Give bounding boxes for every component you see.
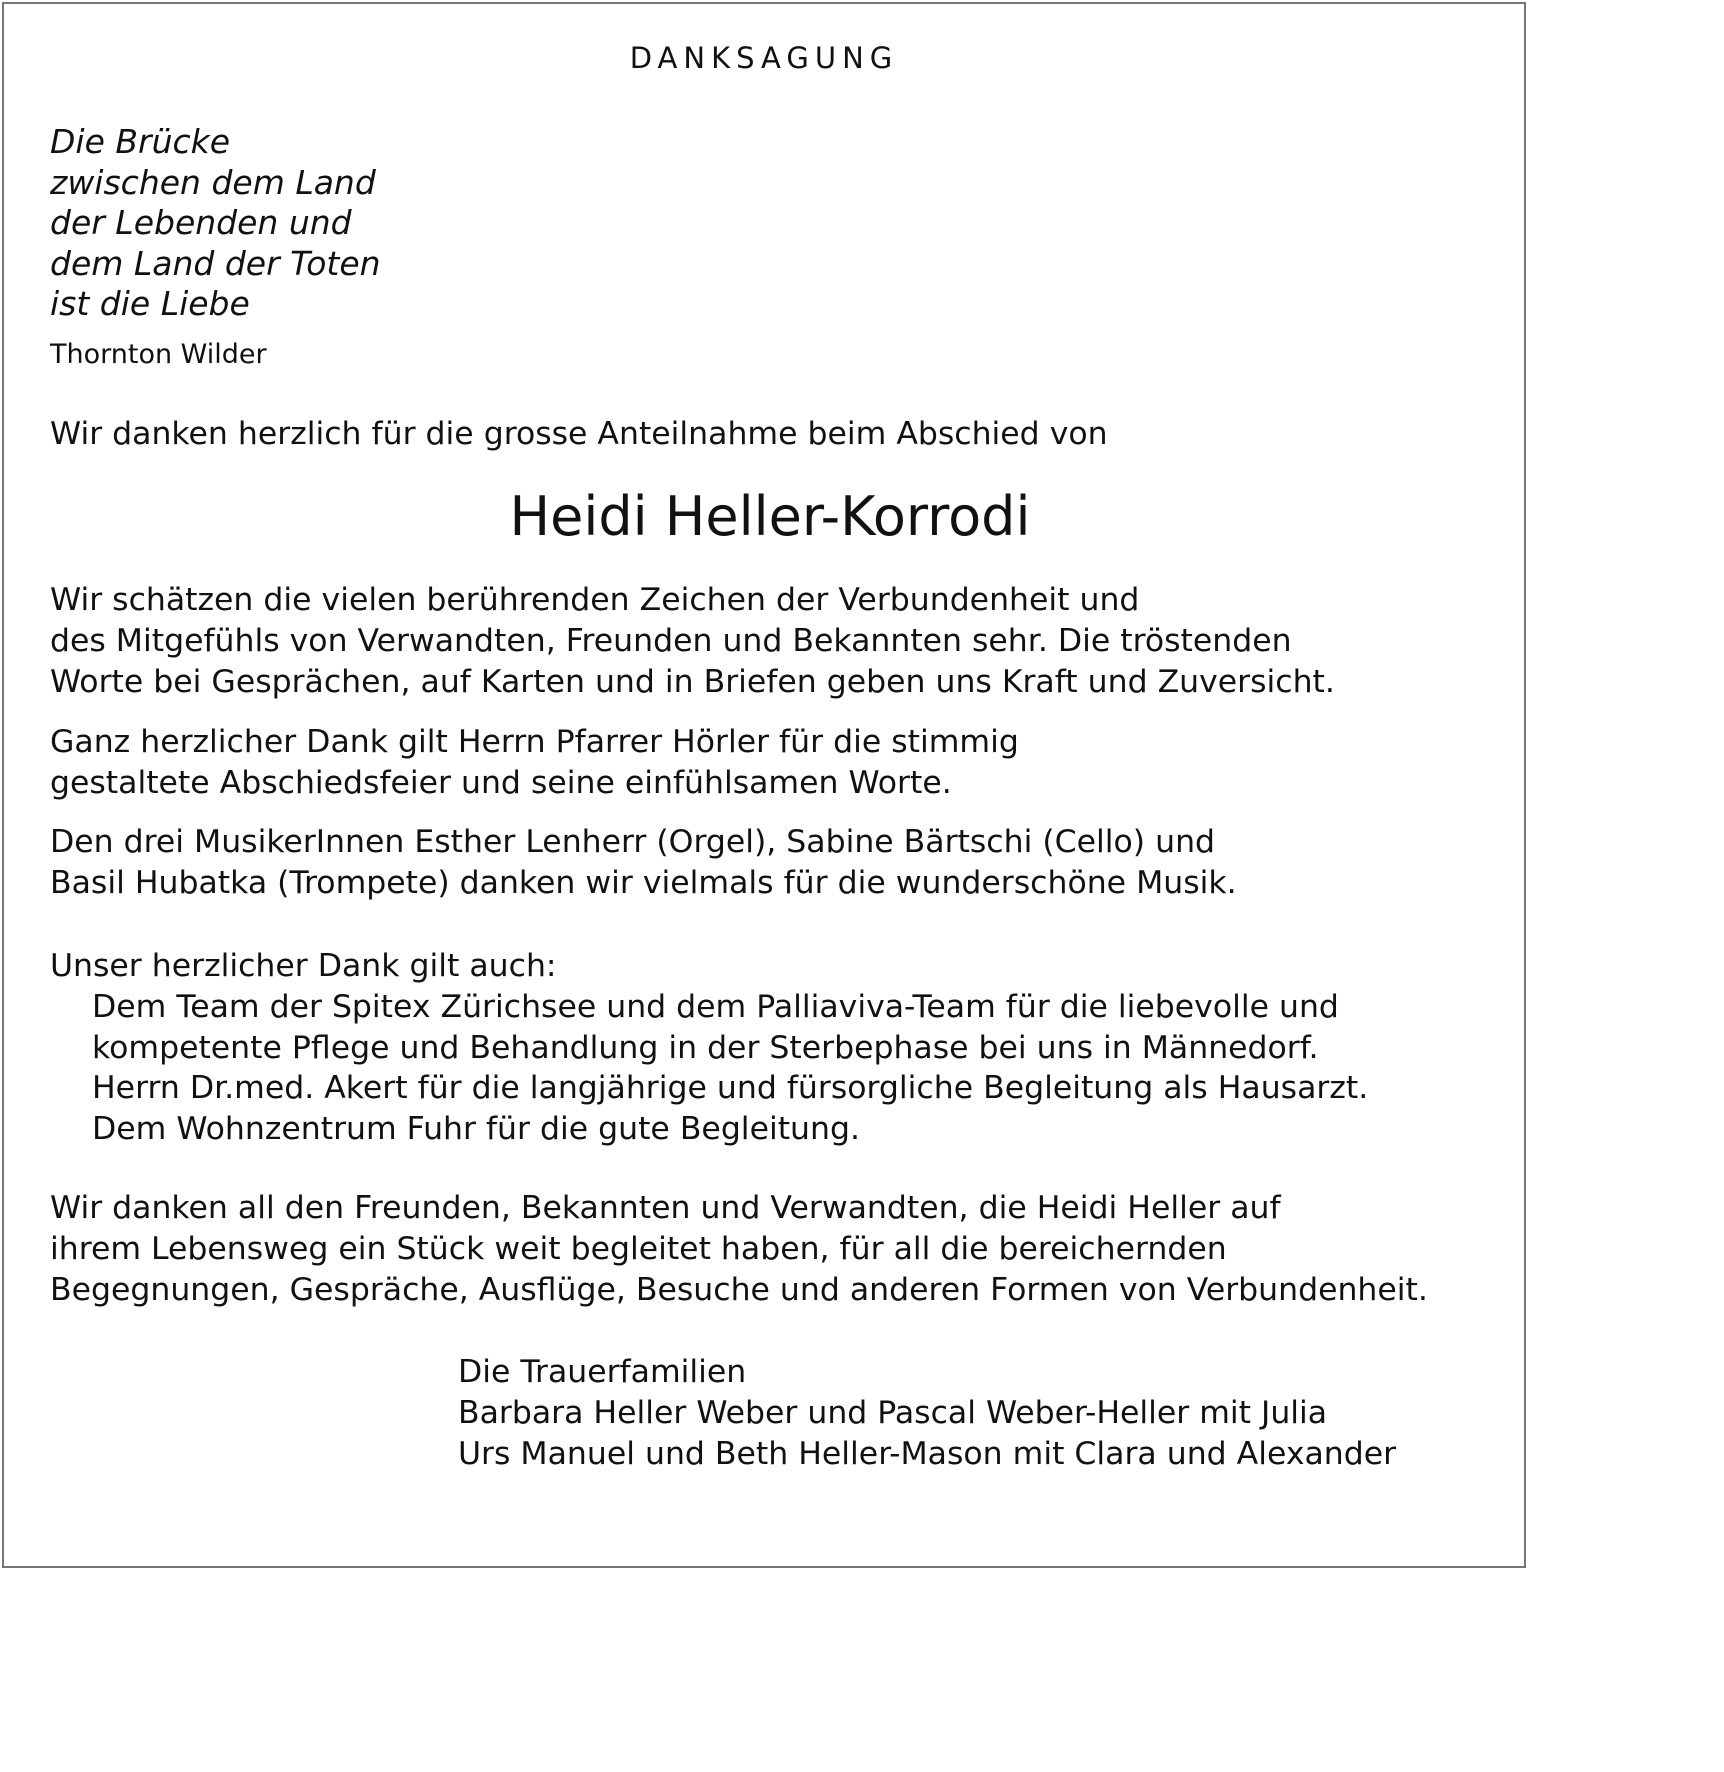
poem-author: Thornton Wilder xyxy=(50,339,267,370)
deceased-name: Heidi Heller-Korrodi xyxy=(509,485,1031,548)
paragraph-line: Ganz herzlicher Dank gilt Herrn Pfarrer Hörler für die stimmig xyxy=(50,724,1019,760)
thanks-item: kompetente Pflege und Behandlung in der Sterbephase bei uns in Männedorf. xyxy=(92,1029,1319,1066)
notice-frame xyxy=(2,2,1526,1568)
thanks-section xyxy=(50,946,1368,1150)
intro-text xyxy=(50,414,1108,455)
poem-line: der Lebenden und xyxy=(50,203,352,242)
notice-title: DANKSAGUNG xyxy=(629,41,899,75)
paragraph-line: Begegnungen, Gespräche, Ausflüge, Besuche und anderen Formen von Verbundenheit. xyxy=(50,1271,1428,1308)
poem-line: dem Land der Toten xyxy=(50,243,381,283)
paragraph-musicians xyxy=(50,822,1237,904)
paragraph-line: Wir schätzen die vielen berührenden Zeichen der Verbundenheit und xyxy=(50,582,1140,618)
paragraph-line: Den drei MusikerInnen Esther Lenherr (Orgel), Sabine Bärtschi (Cello) und xyxy=(50,824,1216,860)
poem-line: Die Brücke xyxy=(50,122,231,161)
thanks-heading: Unser herzlicher Dank gilt auch: xyxy=(50,948,557,984)
signature-line: Barbara Heller Weber und Pascal Weber-Heller mit Julia xyxy=(458,1394,1328,1431)
paragraph-line: gestaltete Abschiedsfeier und seine einfühlsamen Worte. xyxy=(50,764,952,801)
intro-line: Wir danken herzlich für die grosse Anteilnahme beim Abschied von xyxy=(50,416,1108,452)
poem-line: ist die Liebe xyxy=(50,284,250,323)
paragraph-line: ihrem Lebensweg ein Stück weit begleitet haben, für all die bereichernden xyxy=(50,1230,1227,1267)
paragraph-appreciation xyxy=(50,580,1335,702)
paragraph-line: Basil Hubatka (Trompete) danken wir vielmals für die wunderschöne Musik. xyxy=(50,864,1237,901)
poem-line: zwischen dem Land xyxy=(50,162,376,202)
thanks-item: Dem Team der Spitex Zürichsee und dem Palliaviva-Team für die liebevolle und xyxy=(92,988,1339,1025)
signature-line: Die Trauerfamilien xyxy=(458,1354,747,1390)
thanks-item: Dem Wohnzentrum Fuhr für die gute Begleitung. xyxy=(92,1111,860,1148)
paragraph-line: Wir danken all den Freunden, Bekannten und Verwandten, die Heidi Heller auf xyxy=(50,1190,1281,1226)
paragraph-line: Worte bei Gesprächen, auf Karten und in Briefen geben uns Kraft und Zuversicht. xyxy=(50,663,1335,700)
signature-line: Urs Manuel und Beth Heller-Mason mit Clara und Alexander xyxy=(458,1435,1397,1472)
signature-block xyxy=(458,1352,1396,1474)
paragraph-pastor xyxy=(50,722,1019,804)
paragraph-friends xyxy=(50,1188,1428,1310)
paragraph-line: des Mitgefühls von Verwandten, Freunden und Bekannten sehr. Die tröstenden xyxy=(50,622,1292,659)
thanks-item: Herrn Dr.med. Akert für die langjährige und fürsorgliche Begleitung als Hausarzt. xyxy=(92,1070,1369,1107)
poem-quote xyxy=(50,122,381,325)
